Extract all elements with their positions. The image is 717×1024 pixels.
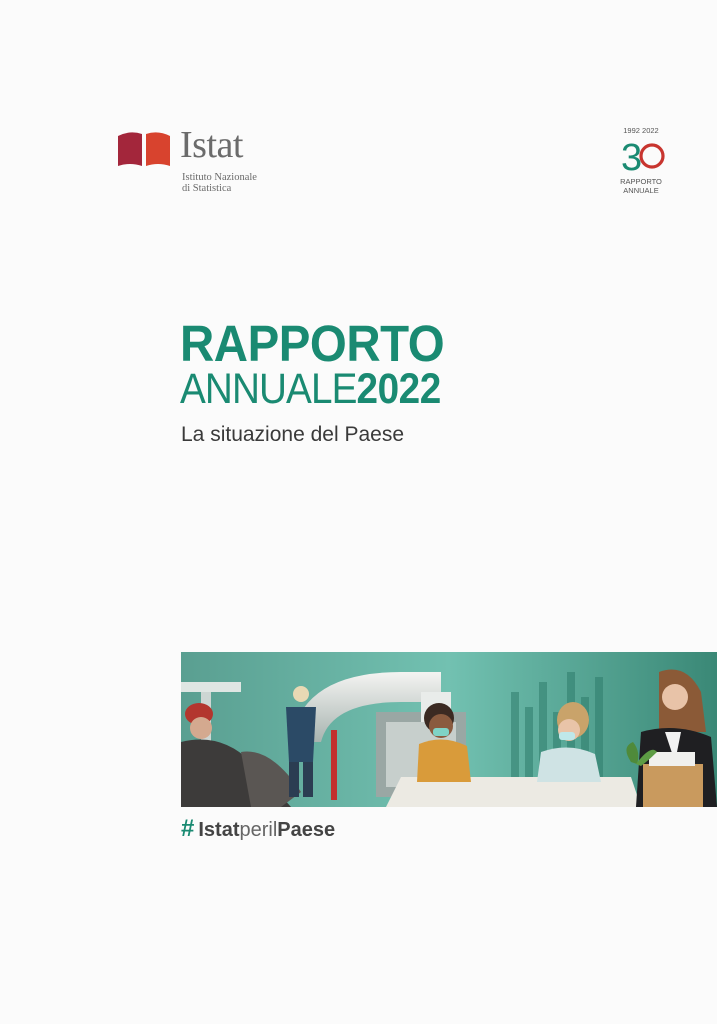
- cover-subtitle: La situazione del Paese: [181, 423, 404, 446]
- istat-subtitle-line2: di Statistica: [182, 183, 232, 194]
- hashtag-istatperilpaese: [181, 815, 335, 843]
- cover-photo-collage: [181, 652, 717, 807]
- badge-label-line2: ANNUALE: [623, 185, 659, 195]
- badge-label-line1: RAPPORTO: [620, 177, 662, 186]
- hashtag-part-paese: Paese: [277, 819, 336, 841]
- istat-logo: [118, 124, 258, 200]
- istat-logo-mark: [118, 130, 170, 166]
- badge-digit-3: 3: [621, 137, 643, 174]
- cover-title-year: 2022: [356, 365, 441, 413]
- anniversary-badge: [612, 126, 670, 202]
- badge-digit-0: [641, 145, 663, 167]
- badge-years: 1992 2022: [623, 126, 659, 135]
- istat-subtitle-line1: Istituto Nazionale: [182, 172, 257, 183]
- cover-title-line1: RAPPORTO: [180, 315, 445, 372]
- cover-title-line2: [180, 365, 441, 413]
- hashtag-part-peril: peril: [239, 819, 278, 841]
- cover-photo-illustration: [181, 652, 717, 807]
- istat-subtitle: [182, 172, 257, 194]
- hashtag-part-istat: Istat: [198, 819, 240, 841]
- badge-label: [612, 178, 670, 195]
- istat-wordmark: Istat: [180, 124, 243, 166]
- badge-number-30: [619, 136, 665, 174]
- hashtag-symbol: #: [181, 815, 195, 842]
- cover-title-annuale: ANNUALE: [180, 365, 357, 413]
